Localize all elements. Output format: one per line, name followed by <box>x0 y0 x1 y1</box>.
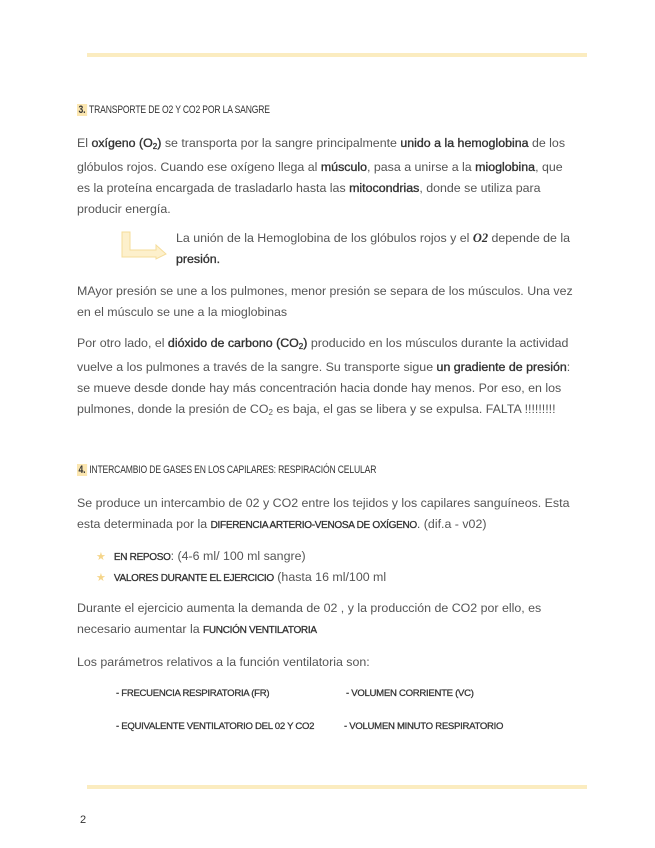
bold-term: músculo <box>320 160 367 174</box>
text: producido en los músculos durante la actividad vuelve a los pulmones a través de la sangre. Su transporte sigue <box>77 336 569 374</box>
o2-formula: O2 <box>472 231 489 245</box>
text: El <box>77 136 92 150</box>
text: se transporta por la sangre principalmente <box>161 136 401 150</box>
bullet-text: : (4-6 ml/ 100 ml sangre) <box>170 549 306 563</box>
section-3-paragraph-2: MAyor presión se une a los pulmones, menor presión se separa de los músculos. Una vez en el músculo se une a la mioglobinas <box>77 284 573 319</box>
text: depende de la <box>488 231 571 245</box>
bullet-item-exercise <box>96 567 386 589</box>
text: es baja, el gas se libera y se expulsa. FALTA !!!!!!!!! <box>272 402 556 416</box>
text: Se produce un intercambio de 02 y CO2 entre los tejidos y los capilares sanguíneos. Esta esta determinada por la <box>77 496 570 531</box>
text: , que es la proteína encargada de trasladarlo hasta las <box>77 160 563 195</box>
section-3-number: 3. <box>78 104 86 116</box>
bold-term: mitocondrias <box>349 181 420 195</box>
param-item: - FRECUENCIA RESPIRATORIA (FR) <box>116 688 270 699</box>
bold-term: unido a la hemoglobina <box>400 136 529 150</box>
bullet-label: EN REPOSO <box>113 552 171 563</box>
text: La unión de la Hemoglobina de los glóbulos rojos y el <box>176 231 473 245</box>
text: Durante el ejercicio aumenta la demanda de 02 , y la producción de CO2 por ello, es necesario aumentar la <box>77 601 542 636</box>
section-4-paragraph-1 <box>77 493 577 536</box>
bold-term: oxígeno $(O_2)$ <box>91 136 162 151</box>
bold-term: mioglobina <box>475 160 536 174</box>
bullet-item-rest <box>96 546 306 568</box>
bullet-label: VALORES DURANTE EL EJERCICIO <box>113 573 274 584</box>
text: , pasa a unirse a la <box>367 160 476 174</box>
section-3-heading <box>77 104 270 116</box>
text: de los glóbulos rojos. Cuando ese oxígeno llega al <box>77 136 566 174</box>
text: Por otro lado, el <box>77 336 168 350</box>
bold-term: presión. <box>176 252 221 266</box>
page-number: 2 <box>80 814 87 826</box>
section-4-heading <box>77 464 376 476</box>
text: . (dif.a - v02) <box>416 517 487 531</box>
text: : se mueve desde donde hay más concentración hacia donde hay menos. Por eso, en los pulmones, donde la presión de CO <box>77 360 571 416</box>
param-item: - VOLUMEN CORRIENTE (VC) <box>346 688 474 699</box>
section-3-title: TRANSPORTE DE O2 Y CO2 POR LA SANGRE <box>89 104 270 116</box>
param-item: - EQUIVALENTE VENTILATORIO DEL 02 Y CO2 <box>116 721 315 732</box>
bullet-text: (hasta 16 ml/100 ml <box>273 570 387 584</box>
star-icon: ★ <box>96 551 106 563</box>
subscript: 2 <box>268 408 273 417</box>
section-4-paragraph-3: Los parámetros relativos a la función ventilatoria son: <box>77 655 370 669</box>
section-3-paragraph-3 <box>77 333 577 423</box>
arrow-right-icon <box>120 230 168 260</box>
bold-term: dióxido de carbono $(CO_2)$ <box>167 336 308 351</box>
hemoglobin-note <box>176 228 576 270</box>
small-caps-term: FUNCIÓN VENTILATORIA <box>203 625 317 636</box>
text: , donde se utiliza para producir energía. <box>77 181 541 216</box>
section-3-paragraph-1 <box>77 133 577 220</box>
section-4-paragraph-2 <box>77 598 577 641</box>
section-4-number: 4. <box>78 464 86 476</box>
star-icon: ★ <box>96 572 106 584</box>
small-caps-term: DIFERENCIA ARTERIO-VENOSA DE OXÍGENO <box>210 520 417 531</box>
bottom-divider <box>87 785 587 789</box>
param-item: - VOLUMEN MINUTO RESPIRATORIO <box>344 721 504 732</box>
bold-term: un gradiente de presión <box>436 360 567 374</box>
section-4-title: INTERCAMBIO DE GASES EN LOS CAPILARES: RESPIRACIÓN CELULAR <box>89 464 377 476</box>
top-divider <box>87 53 587 57</box>
